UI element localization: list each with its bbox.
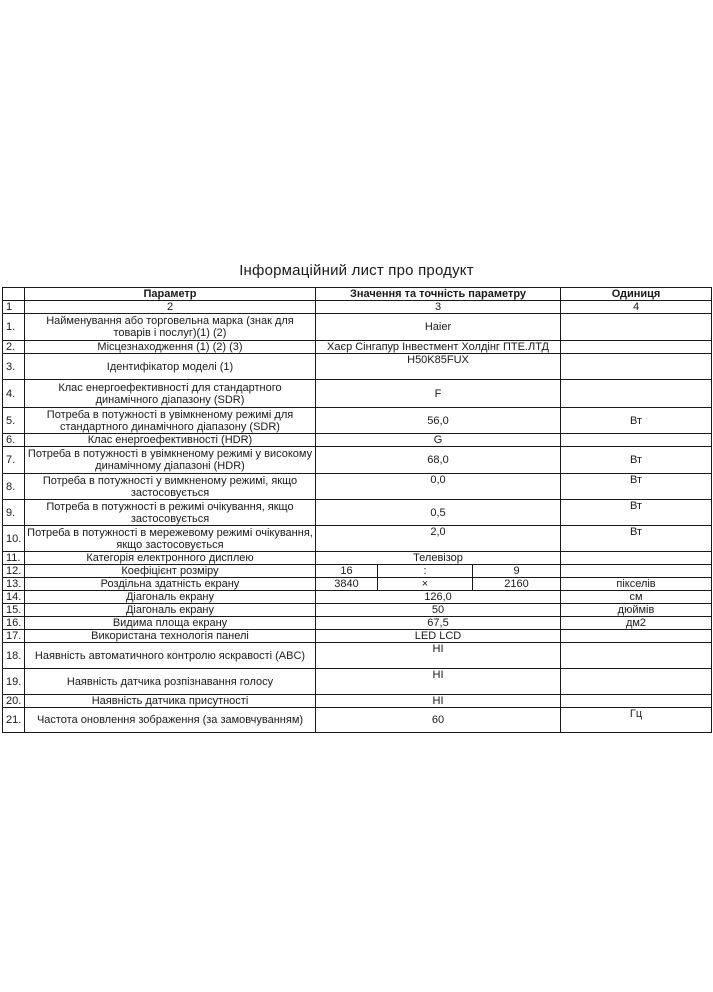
table-row <box>3 617 712 630</box>
row-number: 19. <box>3 669 25 695</box>
header-unit: Одиниця <box>561 288 712 301</box>
row-number: 1. <box>3 314 25 341</box>
row-number: 10. <box>3 526 25 552</box>
row-number: 16. <box>3 617 25 630</box>
row-unit: Гц <box>561 708 712 733</box>
row-number: 17. <box>3 630 25 643</box>
row-value: 50 <box>316 604 561 617</box>
row-unit: пікселів <box>561 578 712 591</box>
table-row <box>3 604 712 617</box>
row-number: 15. <box>3 604 25 617</box>
table-row <box>3 474 712 500</box>
row-value-part: × <box>378 578 473 591</box>
row-value-part: 9 <box>473 565 561 578</box>
row-number: 14. <box>3 591 25 604</box>
row-unit <box>561 695 712 708</box>
colnum-4: 4 <box>561 301 712 314</box>
table-row <box>3 630 712 643</box>
row-parameter: Діагональ екрану <box>25 604 316 617</box>
table-row <box>3 695 712 708</box>
row-value: 0,5 <box>316 500 561 526</box>
row-unit <box>561 354 712 380</box>
row-unit <box>561 669 712 695</box>
row-unit: дм2 <box>561 617 712 630</box>
row-value: F <box>316 380 561 408</box>
row-number: 6. <box>3 434 25 447</box>
table-row <box>3 354 712 380</box>
row-unit <box>561 643 712 669</box>
colnum-3: 3 <box>316 301 561 314</box>
column-number-row <box>3 301 712 314</box>
table-row <box>3 565 712 578</box>
row-number: 20. <box>3 695 25 708</box>
table-row <box>3 526 712 552</box>
row-unit <box>561 314 712 341</box>
table-row <box>3 591 712 604</box>
row-parameter: Найменування або торговельна марка (знак для товарів і послуг)(1) (2) <box>25 314 316 341</box>
row-unit: дюймів <box>561 604 712 617</box>
row-unit: см <box>561 591 712 604</box>
row-parameter: Роздільна здатність екрану <box>25 578 316 591</box>
row-value-part: 3840 <box>316 578 378 591</box>
row-value-part: : <box>378 565 473 578</box>
row-unit: Вт <box>561 447 712 474</box>
table-row <box>3 447 712 474</box>
row-unit <box>561 341 712 354</box>
row-value: Хаєр Сінгапур Інвестмент Холдінг ПТЕ.ЛТД <box>316 341 561 354</box>
row-value: 56,0 <box>316 408 561 434</box>
row-value-part: 16 <box>316 565 378 578</box>
row-parameter: Частота оновлення зображення (за замовчуванням) <box>25 708 316 733</box>
table-row <box>3 552 712 565</box>
row-unit: Вт <box>561 474 712 500</box>
row-value: НІ <box>316 695 561 708</box>
row-number: 7. <box>3 447 25 474</box>
row-number: 18. <box>3 643 25 669</box>
row-parameter: Наявність датчика присутності <box>25 695 316 708</box>
row-parameter: Видима площа екрану <box>25 617 316 630</box>
row-unit: Вт <box>561 526 712 552</box>
row-value: 60 <box>316 708 561 733</box>
row-parameter: Клас енергоефективності для стандартного динамічного діапазону (SDR) <box>25 380 316 408</box>
row-parameter: Використана технологія панелі <box>25 630 316 643</box>
row-value: LED LCD <box>316 630 561 643</box>
row-number: 3. <box>3 354 25 380</box>
table-row <box>3 408 712 434</box>
table-row <box>3 578 712 591</box>
page-title: Інформаційний лист про продукт <box>239 262 474 279</box>
row-parameter: Потреба в потужності в увімкненому режимі у високому динамічному діапазоні (HDR) <box>25 447 316 474</box>
row-value-part: 2160 <box>473 578 561 591</box>
row-parameter: Діагональ екрану <box>25 591 316 604</box>
row-number: 2. <box>3 341 25 354</box>
row-value: 67,5 <box>316 617 561 630</box>
row-parameter: Місцезнаходження (1) (2) (3) <box>25 341 316 354</box>
row-unit <box>561 434 712 447</box>
colnum-1: 1 <box>3 301 25 314</box>
row-value: 126,0 <box>316 591 561 604</box>
row-parameter: Категорія електронного дисплею <box>25 552 316 565</box>
row-parameter: Наявність датчика розпізнавання голосу <box>25 669 316 695</box>
table-row <box>3 500 712 526</box>
row-number: 8. <box>3 474 25 500</box>
row-value: 0,0 <box>316 474 561 500</box>
row-value: НІ <box>316 643 561 669</box>
row-unit <box>561 565 712 578</box>
row-number: 21. <box>3 708 25 733</box>
row-unit: Вт <box>561 408 712 434</box>
row-unit: Вт <box>561 500 712 526</box>
row-parameter: Потреба в потужності у вимкненому режимі, якщо застосовується <box>25 474 316 500</box>
row-value: Haier <box>316 314 561 341</box>
row-number: 9. <box>3 500 25 526</box>
row-value: G <box>316 434 561 447</box>
row-value: Телевізор <box>316 552 561 565</box>
row-parameter: Потреба в потужності в увімкненому режимі для стандартного динамічного діапазону (SDR) <box>25 408 316 434</box>
table-row <box>3 341 712 354</box>
row-parameter: Потреба в потужності в режимі очікування, якщо застосовується <box>25 500 316 526</box>
row-value: 2,0 <box>316 526 561 552</box>
row-parameter: Коефіцієнт розміру <box>25 565 316 578</box>
row-number: 5. <box>3 408 25 434</box>
row-unit <box>561 552 712 565</box>
table-row <box>3 708 712 733</box>
row-number: 13. <box>3 578 25 591</box>
row-number: 12. <box>3 565 25 578</box>
header-param: Параметр <box>25 288 316 301</box>
table-row <box>3 643 712 669</box>
header-row <box>3 288 712 301</box>
row-parameter: Ідентифікатор моделі (1) <box>25 354 316 380</box>
row-parameter: Потреба в потужності в мережевому режимі очікування, якщо застосовується <box>25 526 316 552</box>
row-parameter: Наявність автоматичного контролю яскравості (ABC) <box>25 643 316 669</box>
row-parameter: Клас енергоефективності (HDR) <box>25 434 316 447</box>
colnum-2: 2 <box>25 301 316 314</box>
table-row <box>3 669 712 695</box>
row-value: H50K85FUX <box>316 354 561 380</box>
row-value: НІ <box>316 669 561 695</box>
table-row <box>3 380 712 408</box>
row-number: 4. <box>3 380 25 408</box>
row-number: 11. <box>3 552 25 565</box>
table-row <box>3 314 712 341</box>
row-unit <box>561 380 712 408</box>
row-value: 68,0 <box>316 447 561 474</box>
product-info-table <box>2 287 712 733</box>
row-unit <box>561 630 712 643</box>
table-row <box>3 434 712 447</box>
header-num <box>3 288 25 301</box>
header-value: Значення та точність параметру <box>316 288 561 301</box>
